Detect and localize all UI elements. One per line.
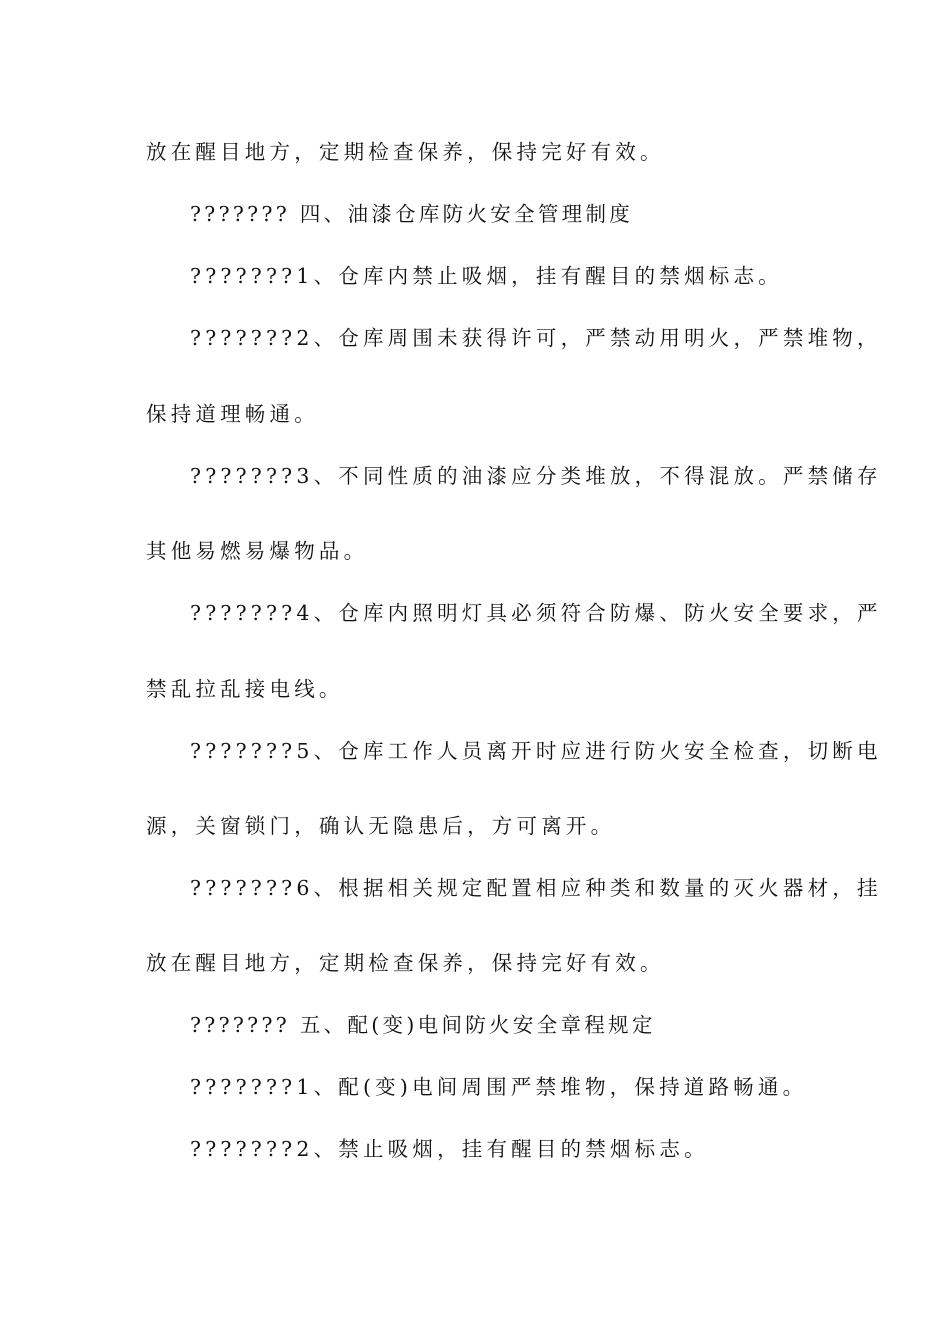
text-line: ???????5、仓库工作人员离开时应进行防火安全检查，切断电 bbox=[190, 739, 882, 763]
section-heading: ??????? 四、油漆仓库防火安全管理制度 bbox=[190, 202, 634, 226]
text-line: 放在醒目地方，定期检查保养，保持完好有效。 bbox=[146, 951, 665, 975]
text-line: ???????6、根据相关规定配置相应种类和数量的灭火器材，挂 bbox=[190, 876, 882, 900]
text-line: ???????4、仓库内照明灯具必须符合防爆、防火安全要求，严 bbox=[190, 601, 882, 625]
text-line: 保持道理畅通。 bbox=[146, 402, 319, 426]
section-heading: ??????? 五、配(变)电间防火安全章程规定 bbox=[190, 1013, 656, 1037]
text-line: 其他易燃易爆物品。 bbox=[146, 539, 369, 563]
text-line: ???????1、仓库内禁止吸烟，挂有醒目的禁烟标志。 bbox=[190, 264, 783, 288]
text-line: ???????1、配(变)电间周围严禁堆物，保持道路畅通。 bbox=[190, 1075, 808, 1099]
text-line: 禁乱拉乱接电线。 bbox=[146, 677, 344, 701]
text-line: ???????3、不同性质的油漆应分类堆放，不得混放。严禁储存 bbox=[190, 464, 882, 488]
text-line: 放在醒目地方，定期检查保养，保持完好有效。 bbox=[146, 140, 665, 164]
text-line: ???????2、仓库周围未获得许可，严禁动用明火，严禁堆物， bbox=[190, 326, 882, 350]
text-line: 源，关窗锁门，确认无隐患后，方可离开。 bbox=[146, 814, 616, 838]
text-line: ???????2、禁止吸烟，挂有醒目的禁烟标志。 bbox=[190, 1137, 709, 1161]
